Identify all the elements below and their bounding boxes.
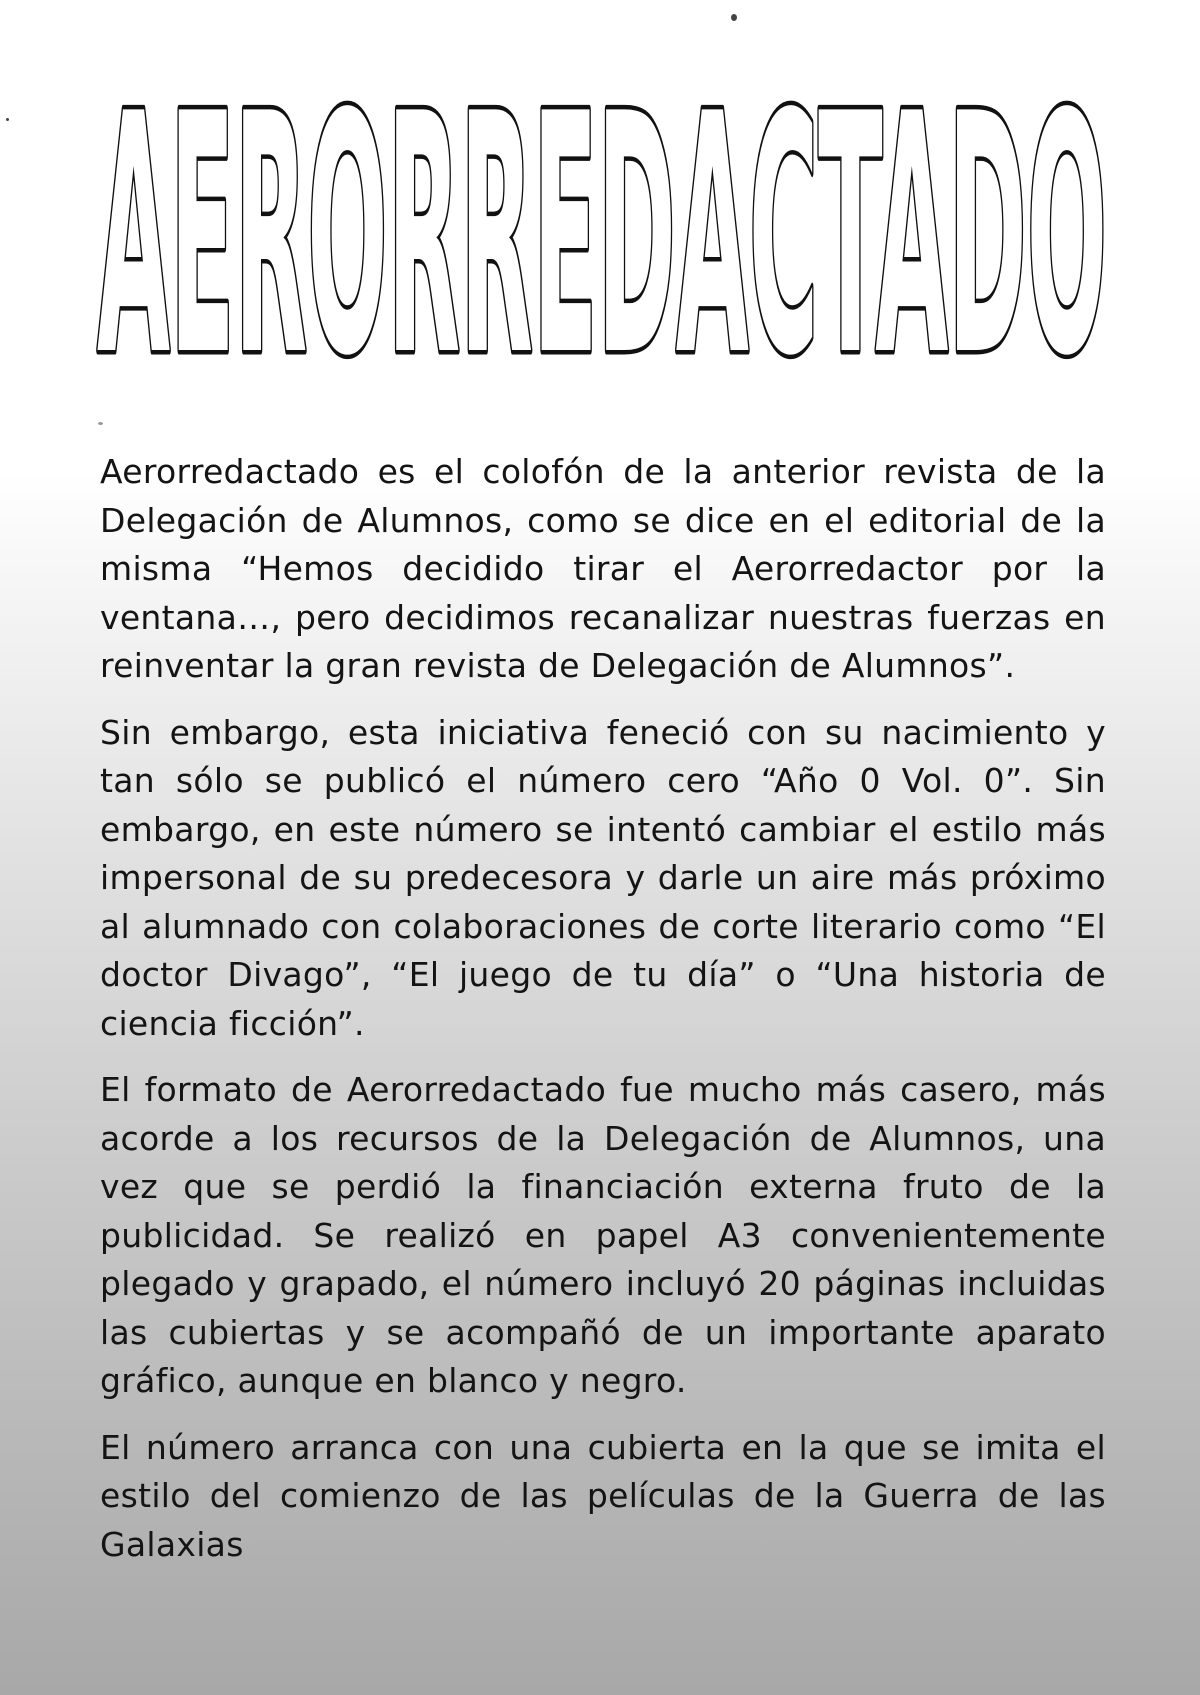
print-speck xyxy=(731,14,737,21)
print-speck xyxy=(6,118,9,121)
print-speck xyxy=(98,422,103,425)
outlined-title-logo xyxy=(86,60,1118,396)
paragraph: El formato de Aerorredactado fue mucho más casero, más acorde a los recursos de la Delegación de Alumnos, una vez que se perdió la financiación externa fruto de la publicidad. Se realizó en papel A3 convenientemente plegado y grapado, el número incluyó 20 páginas incluidas las cubiertas y se acompañó de un importante aparato gráfico, aunque en blanco y negro. xyxy=(100,1070,1106,1400)
article-body xyxy=(100,448,1106,1587)
masthead-title xyxy=(86,60,1118,396)
paragraph: Sin embargo, esta iniciativa feneció con su nacimiento y tan sólo se publicó el número cero “Año 0 Vol. 0”. Sin embargo, en este número se intentó cambiar el estilo más impersonal de su predecesora y darle un aire más próximo al alumnado con colaboraciones de corte literario como “El doctor Divago”, “El juego de tu día” o “Una historia de ciencia ficción”. xyxy=(100,712,1106,1043)
title-text: AERORREDACTADO xyxy=(97,60,1107,396)
paragraph: El número arranca con una cubierta en la que se imita el estilo del comienzo de las películas de la Guerra de las Galaxias xyxy=(100,1427,1106,1564)
paragraph: Aerorredactado es el colofón de la anterior revista de la Delegación de Alumnos, como se dice en el editorial de la misma “Hemos decidido tirar el Aerorredactor por la ventana…, pero decidimos recanalizar nuestras fuerzas en reinventar la gran revista de Delegación de Alumnos”. xyxy=(100,452,1106,685)
